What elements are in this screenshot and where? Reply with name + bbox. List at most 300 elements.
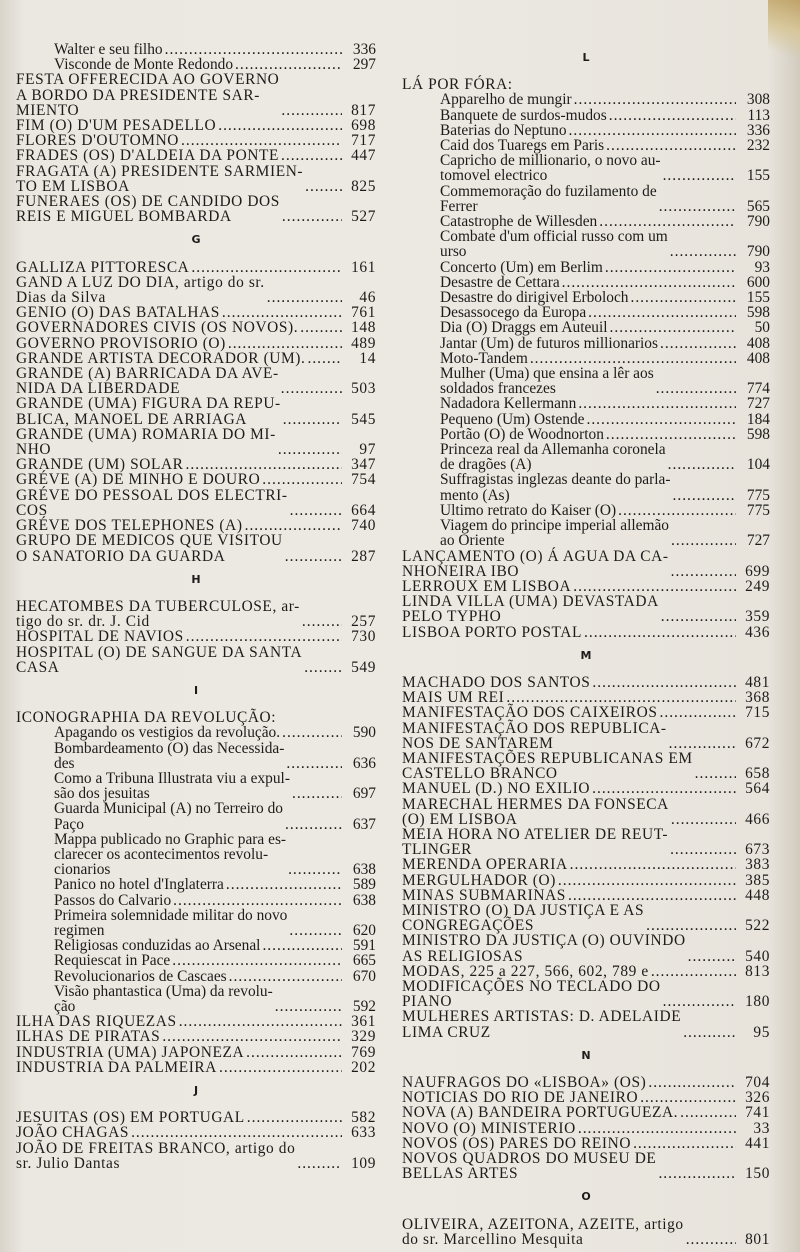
dot-leader	[262, 938, 342, 953]
dot-leader	[191, 260, 342, 275]
page-number: 592	[352, 997, 376, 1015]
page-number: 202	[351, 1058, 376, 1076]
dot-leader	[282, 209, 342, 224]
index-entry	[16, 533, 376, 563]
index-entry	[16, 275, 376, 305]
section-letter: N	[581, 1048, 591, 1062]
index-entry	[16, 42, 376, 57]
index-entry	[16, 518, 376, 533]
page-number: 549	[351, 658, 376, 676]
page-number: 150	[745, 1165, 770, 1183]
entry-title: LERROUX EM LISBOA	[402, 577, 572, 595]
dot-leader	[222, 305, 342, 320]
index-entry	[402, 797, 770, 827]
page-number: 591	[352, 937, 376, 955]
index-entry	[16, 599, 376, 629]
page-number: 670	[352, 967, 376, 985]
page-number: 347	[351, 456, 376, 474]
page-number: 727	[746, 395, 770, 413]
dot-leader	[646, 918, 736, 933]
page-number: 109	[351, 1154, 376, 1172]
entry-title: INDUSTRIA DA PALMEIRA	[16, 1058, 218, 1076]
dot-leader	[181, 133, 342, 148]
entry-title: Ultimo retrato do Kaiser (O)	[440, 501, 617, 519]
dot-leader	[660, 705, 736, 720]
index-entry	[402, 751, 770, 781]
page-number: 825	[351, 177, 376, 195]
entry-title: JOÃO DE FREITAS BRANCO, artigo do sr. Julio Dantas	[16, 1139, 296, 1172]
index-entry	[402, 1217, 770, 1247]
entry-title: Desassocego da Europa	[440, 304, 587, 322]
page-number: 180	[745, 993, 770, 1011]
index-entry	[402, 518, 770, 548]
index-entry	[402, 1105, 770, 1120]
dot-leader	[661, 609, 736, 624]
index-column-right	[402, 42, 770, 1247]
entry-title: MANIFESTAÇÕES REPUBLICANAS EM CASTELLO BRANCO	[402, 749, 693, 783]
entry-title: JOÃO CHAGAS	[16, 1124, 130, 1142]
dot-leader	[610, 320, 736, 335]
page-number: 633	[351, 1124, 376, 1142]
entry-title: GRANDE (UMA) ROMARIA DO MI- NHO	[16, 425, 276, 459]
dot-leader	[569, 123, 736, 138]
index-entry	[402, 549, 770, 579]
entry-title: GOVERNADORES CIVIS (OS NOVOS).	[16, 319, 299, 337]
page-number: 33	[753, 1119, 770, 1137]
dot-leader	[618, 503, 736, 518]
entry-title: INDUSTRIA (UMA) JAPONEZA	[16, 1043, 245, 1061]
index-column-left	[16, 42, 376, 1171]
index-entry	[402, 229, 770, 259]
dot-leader	[574, 92, 736, 107]
entry-title: LISBOA PORTO POSTAL	[402, 623, 582, 641]
entry-title: Nadadora Kellermann	[440, 395, 577, 413]
index-entry	[402, 857, 770, 872]
index-entry	[402, 1009, 770, 1039]
index-entry	[16, 1029, 376, 1044]
dot-leader	[283, 412, 342, 427]
section-letter: I	[193, 683, 199, 697]
page-number: 46	[359, 289, 376, 307]
index-entry	[402, 721, 770, 751]
index-entry	[16, 629, 376, 644]
index-entry	[402, 579, 770, 594]
page-number: 297	[352, 56, 376, 74]
dot-leader	[186, 629, 342, 644]
entry-title: HOSPITAL DE NAVIOS	[16, 628, 184, 646]
entry-title: GAND A LUZ DO DIA, artigo do sr. Dias da Silva	[16, 273, 265, 307]
page-number: 14	[359, 349, 376, 367]
index-entry	[402, 336, 770, 351]
page-number: 481	[745, 673, 770, 691]
page-number: 104	[746, 456, 770, 474]
index-entry	[402, 138, 770, 153]
dot-leader	[131, 1125, 342, 1140]
index-entry	[402, 690, 770, 705]
section-letter: O	[581, 1190, 591, 1204]
dot-leader	[285, 549, 342, 564]
dot-leader	[651, 964, 736, 979]
page-number: 775	[746, 501, 770, 519]
entry-title: MANUEL (D.) NO EXILIO	[402, 780, 591, 798]
entry-title: JESUITAS (OS) EM PORTUGAL	[16, 1109, 245, 1127]
index-entry	[402, 964, 770, 979]
dot-leader	[578, 1121, 736, 1136]
index-entry	[402, 184, 770, 214]
dot-leader	[245, 518, 342, 533]
page-number: 658	[745, 765, 770, 783]
page-number: 813	[745, 962, 770, 980]
index-entry	[16, 893, 376, 908]
dot-leader	[663, 168, 736, 183]
dot-leader	[586, 412, 736, 427]
page-number: 385	[745, 871, 770, 889]
entry-title: Princeza real da Allemanha coronela de dragões (A)	[440, 441, 666, 474]
entry-title: Revolucionarios de Cascaes	[54, 967, 227, 985]
entry-title: GRANDE (UMA) FIGURA DA REPU- BLICA, MANOEL DE ARRIAGA	[16, 395, 281, 428]
index-entry	[402, 92, 770, 107]
index-entry	[16, 427, 376, 457]
entry-title: GRANDE (UM) SOLAR	[16, 456, 184, 474]
dot-leader	[599, 214, 736, 229]
dot-leader	[285, 817, 342, 832]
dot-leader	[282, 725, 342, 740]
page-number: 113	[747, 106, 770, 124]
dot-leader	[162, 1029, 342, 1044]
dot-leader	[648, 1075, 736, 1090]
page-number: 817	[351, 101, 376, 119]
dot-leader	[668, 457, 736, 472]
page-number: 727	[746, 532, 770, 550]
entry-title: FIM (O) D'UM PESADELLO	[16, 117, 217, 135]
dot-leader	[179, 1014, 342, 1029]
dot-leader	[659, 199, 736, 214]
page-number: 448	[745, 886, 770, 904]
page-number: 565	[746, 197, 770, 215]
entry-title: NOVOS QUADROS DO MUSEU DE BELLAS ARTES	[402, 1150, 657, 1183]
dot-leader	[671, 812, 736, 827]
index-entry	[16, 984, 376, 1014]
page-number: 598	[746, 425, 770, 443]
index-entry	[16, 877, 376, 892]
page-number: 769	[351, 1043, 376, 1061]
page-number: 336	[352, 41, 376, 58]
index-entry	[16, 1014, 376, 1029]
page-number: 441	[745, 1134, 770, 1152]
entry-title: Dia (O) Draggs em Auteuil	[440, 319, 608, 337]
section-letter: H	[191, 572, 201, 586]
dot-leader	[568, 888, 736, 903]
entry-title: HOSPITAL (O) DE SANGUE DA SANTA CASA	[16, 643, 303, 676]
entry-title: Pequeno (Um) Ostende	[440, 410, 585, 428]
page-number: 287	[351, 547, 376, 565]
page-number: 368	[745, 689, 770, 707]
dot-leader	[606, 427, 736, 442]
index-entry	[402, 275, 770, 290]
index-entry	[402, 625, 770, 640]
entry-title: MEIA HORA NO ATELIER DE REUT- TLINGER	[402, 825, 669, 859]
index-entry	[402, 827, 770, 857]
entry-title: MANIFESTAÇÃO DOS CAIXEIROS	[402, 704, 658, 722]
page-number: 582	[351, 1109, 376, 1127]
dot-leader	[671, 533, 736, 548]
index-entry	[402, 153, 770, 183]
index-entry	[16, 908, 376, 938]
dot-leader	[558, 873, 736, 888]
dot-leader	[218, 118, 342, 133]
index-entry	[16, 57, 376, 72]
entry-title: MANIFESTAÇÃO DOS REPUBLICA- NOS DE SANTAREM	[402, 719, 667, 752]
page-number: 761	[351, 304, 376, 322]
entry-title: Guarda Municipal (A) no Terreiro do Paço	[54, 800, 283, 833]
page-number: 489	[351, 334, 376, 352]
dot-leader	[281, 381, 342, 396]
page-number: 620	[352, 921, 376, 939]
entry-title: MAIS UM REI	[402, 689, 505, 707]
index-entry	[16, 194, 376, 224]
index-entry	[16, 305, 376, 320]
dot-leader	[562, 275, 736, 290]
dot-leader	[506, 690, 736, 705]
dot-leader	[609, 108, 736, 123]
index-entry	[16, 771, 376, 801]
index-entry	[402, 123, 770, 138]
page-number: 774	[746, 380, 770, 398]
dot-leader	[173, 893, 342, 908]
entry-title: LINDA VILLA (UMA) DEVASTADA PELO TYPHO	[402, 593, 659, 626]
entry-title: GALLIZA PITTORESCA	[16, 258, 190, 276]
index-entry	[402, 873, 770, 888]
index-entry	[16, 969, 376, 984]
dot-leader	[300, 320, 342, 335]
entry-title: GRANDE ARTISTA DECORADOR (UM).	[16, 349, 306, 367]
index-entry	[402, 320, 770, 335]
page-number: 447	[351, 147, 376, 165]
worn-page-corner	[768, 0, 800, 70]
index-entry	[402, 675, 770, 690]
entry-title: HECATOMBES DA TUBERCULOSE, ar- tigo do sr. dr. J. Cid	[16, 597, 300, 631]
entry-title: FLORES D'OUTOMNO	[16, 132, 180, 150]
dot-leader	[281, 103, 342, 118]
index-entry	[402, 594, 770, 624]
entry-title: MULHERES ARTISTAS: D. ADELAIDE LIMA CRUZ	[402, 1008, 682, 1041]
dot-leader	[686, 1232, 736, 1247]
index-entry	[16, 741, 376, 771]
page-number: 97	[359, 441, 376, 459]
index-entry	[402, 781, 770, 796]
page-number: 522	[745, 917, 770, 935]
index-entry	[16, 118, 376, 133]
index-entry	[16, 148, 376, 163]
dot-leader	[658, 1166, 736, 1181]
entry-title: Requiescat in Pace	[54, 952, 171, 970]
dot-leader	[592, 675, 736, 690]
index-entry	[402, 1075, 770, 1090]
entry-title: GENIO (O) DAS BATALHAS	[16, 304, 220, 322]
entry-title: Panico no hotel d'Inglaterra	[54, 876, 224, 894]
page-number: 638	[352, 861, 376, 879]
dot-leader	[663, 994, 736, 1009]
dot-leader	[683, 1025, 736, 1040]
index-entry	[16, 366, 376, 396]
index-entry	[16, 725, 376, 740]
page-number: 257	[351, 613, 376, 631]
entry-title: Viagem do principe imperial allemão ao Oriente	[440, 517, 669, 550]
page-number: 564	[745, 780, 770, 798]
entry-title: Suffragistas inglezas deante do parla- mento (As)	[440, 471, 671, 504]
entry-title: Catastrophe de Willesden	[440, 213, 598, 231]
entry-title: Primeira solemnidade militar do novo regimen	[54, 906, 288, 939]
page-number: 408	[746, 334, 770, 352]
page-number: 93	[754, 258, 770, 276]
entry-title: MERGULHADOR (O)	[402, 871, 556, 889]
page-number: 698	[351, 117, 376, 135]
entry-title: MINISTRO DA JUSTIÇA (O) OUVINDO AS RELIGIOSAS	[402, 932, 686, 965]
page-number: 590	[352, 724, 376, 742]
index-entry	[16, 336, 376, 351]
entry-title: NOVA (A) BANDEIRA PORTUGUEZA.	[402, 1104, 679, 1122]
index-entry	[402, 1090, 770, 1105]
dot-leader	[228, 336, 342, 351]
index-entry	[402, 260, 770, 275]
page-number: 383	[745, 856, 770, 874]
entry-title: GRÉVE DO PESSOAL DOS ELECTRI- COS	[16, 486, 288, 519]
entry-title: Como a Tribuna Illustrata viu a expul- são dos jesuitas	[54, 769, 290, 803]
dot-leader	[695, 766, 736, 781]
index-entry	[402, 351, 770, 366]
dot-leader	[673, 488, 737, 503]
page-number: 148	[351, 319, 376, 337]
dot-leader	[670, 244, 736, 259]
dot-leader	[226, 877, 342, 892]
entry-title: FUNERAES (OS) DE CANDIDO DOS REIS E MIGUEL BOMBARDA	[16, 193, 280, 226]
entry-title: MINAS SUBMARINAS	[402, 886, 566, 904]
entry-title: LANÇAMENTO (O) Á AGUA DA CA- NHONEIRA IBO	[402, 547, 669, 580]
dot-leader	[246, 1045, 342, 1060]
entry-title: ILHA DAS RIQUEZAS	[16, 1013, 177, 1031]
dot-leader	[275, 999, 342, 1014]
index-entry	[402, 442, 770, 472]
entry-title: Banquete de surdos-mudos	[440, 106, 607, 124]
index-entry	[402, 214, 770, 229]
entry-title: MINISTRO (O) DA JUSTIÇA E AS CONGREGAÇÕES	[402, 901, 645, 935]
entry-title: NOVOS (OS) PARES DO REINO	[402, 1134, 632, 1152]
entry-title: Combate d'um official russo com um urso	[440, 228, 668, 261]
entry-title: Mappa publicado no Graphic para es- clarecer os acontecimentos revolu- cionarios	[54, 830, 287, 879]
index-entry	[16, 472, 376, 487]
entry-title: GRÉVE (A) DE MINHO E DOURO	[16, 471, 261, 489]
dot-leader	[640, 1090, 736, 1105]
page-number: 699	[745, 562, 770, 580]
index-entry	[402, 705, 770, 720]
page-number: 715	[745, 704, 770, 722]
entry-title: MODAS, 225 a 227, 566, 602, 789 e	[402, 962, 649, 980]
page-number: 184	[746, 410, 770, 428]
dot-leader	[592, 781, 736, 796]
entry-title: Bombardeamento (O) das Necessida- des	[54, 739, 285, 772]
page-number: 503	[351, 380, 376, 398]
entry-title: MARECHAL HERMES DA FONSECA (O) EM LISBOA	[402, 795, 669, 828]
page-number: 740	[351, 517, 376, 535]
dot-leader	[262, 472, 342, 487]
dot-leader	[278, 442, 342, 457]
page-number: 638	[352, 891, 376, 909]
section-heading: LÁ POR FÓRA:	[402, 76, 513, 94]
dot-leader	[680, 1105, 736, 1120]
page-number: 527	[351, 208, 376, 226]
dot-leader	[578, 396, 736, 411]
entry-title: ILHAS DE PIRATAS	[16, 1028, 161, 1046]
page-number: 155	[746, 167, 770, 185]
dot-leader	[302, 614, 342, 629]
entry-title: Visão phantastica (Uma) da revolu- ção	[54, 982, 273, 1015]
page-number: 637	[352, 815, 376, 833]
index-entry	[402, 1151, 770, 1181]
page-number: 155	[746, 289, 770, 307]
dot-leader	[671, 564, 736, 579]
section-letter: G	[191, 233, 201, 247]
index-entry	[402, 1136, 770, 1151]
page-number: 717	[351, 132, 376, 150]
page-number: 673	[745, 841, 770, 859]
index-entry	[16, 801, 376, 831]
dot-leader	[584, 625, 736, 640]
entry-title: NOTICIAS DO RIO DE JANEIRO	[402, 1089, 639, 1107]
index-entry	[402, 503, 770, 518]
entry-title: Moto-Tandem	[440, 349, 528, 367]
entry-title: Jantar (Um) de futuros millionarios	[440, 334, 658, 352]
dot-leader	[573, 579, 736, 594]
dot-leader	[286, 756, 342, 771]
index-entry	[16, 72, 376, 118]
page-number: 754	[351, 471, 376, 489]
page-number: 326	[745, 1089, 770, 1107]
dot-leader	[606, 138, 736, 153]
page-number: 741	[745, 1104, 770, 1122]
page-number: 329	[351, 1028, 376, 1046]
index-entry	[402, 396, 770, 411]
entry-title: Desastre de Cettara	[440, 273, 560, 291]
index-entry	[402, 290, 770, 305]
index-entry	[402, 903, 770, 933]
entry-title: NAUFRAGOS DO «LISBOA» (OS)	[402, 1074, 647, 1091]
entry-title: FESTA OFFERECIDA AO GOVERNO A BORDO DA PRESIDENTE SAR- MIENTO	[16, 71, 280, 119]
dot-leader	[235, 57, 342, 72]
dot-leader	[605, 260, 736, 275]
page-number: 161	[351, 258, 376, 276]
page-number: 790	[746, 213, 770, 231]
page-number: 50	[754, 319, 770, 337]
page-number: 540	[745, 947, 770, 965]
index-entry	[16, 1060, 376, 1075]
index-entry	[16, 953, 376, 968]
page-number: 466	[745, 810, 770, 828]
index-entry	[16, 938, 376, 953]
index-entry	[16, 320, 376, 335]
entry-title: Concerto (Um) em Berlim	[440, 258, 603, 276]
dot-leader	[304, 660, 342, 675]
index-entry	[16, 260, 376, 275]
index-entry	[16, 832, 376, 878]
dot-leader	[570, 857, 736, 872]
index-entry	[16, 351, 376, 366]
dot-leader	[305, 179, 342, 194]
page-number: 697	[352, 785, 376, 803]
index-entry	[402, 1121, 770, 1136]
page-number: 336	[746, 121, 770, 139]
page-number: 600	[746, 273, 770, 291]
entry-title: MERENDA OPERARIA	[402, 856, 568, 874]
